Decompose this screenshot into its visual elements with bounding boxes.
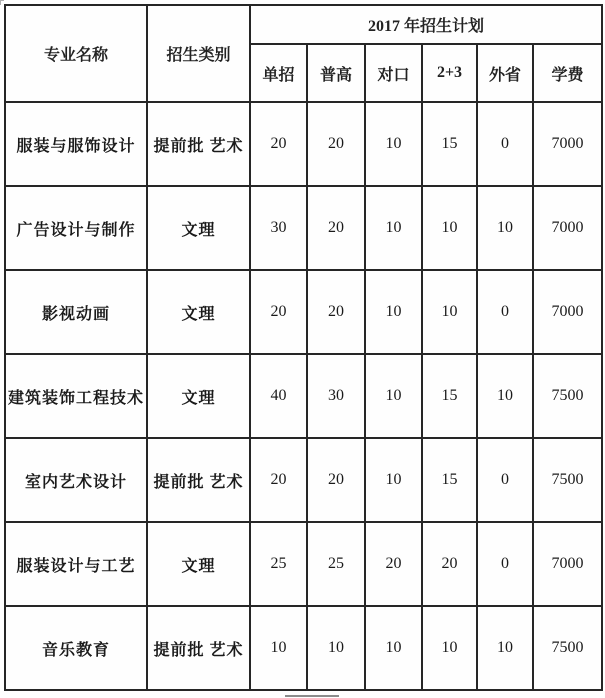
value-cell: 10	[477, 186, 533, 270]
major-name-cell: 影视动画	[5, 270, 147, 354]
value-cell: 20	[307, 102, 365, 186]
value-cell: 10	[477, 354, 533, 438]
table-row	[5, 522, 602, 606]
value-cell: 10	[422, 606, 477, 690]
value-cell: 0	[477, 438, 533, 522]
value-cell: 20	[422, 522, 477, 606]
table-row	[5, 354, 602, 438]
value-cell: 30	[307, 354, 365, 438]
major-name-cell: 音乐教育	[5, 606, 147, 690]
table-row	[5, 438, 602, 522]
value-cell: 20	[365, 522, 422, 606]
value-cell: 10	[365, 354, 422, 438]
col-header-2plus3: 2+3	[422, 44, 477, 102]
value-cell: 20	[250, 438, 307, 522]
col-header-counterpart: 对口	[365, 44, 422, 102]
value-cell: 20	[307, 270, 365, 354]
value-cell: 10	[422, 270, 477, 354]
table-row	[5, 270, 602, 354]
tuition-cell: 7500	[533, 354, 602, 438]
value-cell: 30	[250, 186, 307, 270]
value-cell: 10	[365, 102, 422, 186]
value-cell: 25	[250, 522, 307, 606]
value-cell: 25	[307, 522, 365, 606]
col-header-category: 招生类别	[147, 5, 250, 102]
value-cell: 20	[307, 186, 365, 270]
category-cell: 文理	[147, 354, 250, 438]
col-header-general-high: 普高	[307, 44, 365, 102]
major-name-cell: 室内艺术设计	[5, 438, 147, 522]
major-name-cell: 服装与服饰设计	[5, 102, 147, 186]
value-cell: 20	[307, 438, 365, 522]
col-header-single-recruit: 单招	[250, 44, 307, 102]
major-name-cell: 建筑装饰工程技术	[5, 354, 147, 438]
value-cell: 10	[422, 186, 477, 270]
category-cell: 文理	[147, 270, 250, 354]
value-cell: 15	[422, 438, 477, 522]
enrollment-plan-table	[4, 4, 603, 691]
category-cell: 文理	[147, 522, 250, 606]
tuition-cell: 7500	[533, 606, 602, 690]
category-cell: 提前批 艺术	[147, 606, 250, 690]
col-header-tuition: 学费	[533, 44, 602, 102]
value-cell: 15	[422, 102, 477, 186]
value-cell: 15	[422, 354, 477, 438]
category-cell: 文理	[147, 186, 250, 270]
value-cell: 10	[365, 606, 422, 690]
tuition-cell: 7500	[533, 438, 602, 522]
tuition-cell: 7000	[533, 522, 602, 606]
value-cell: 40	[250, 354, 307, 438]
value-cell: 10	[250, 606, 307, 690]
major-name-cell: 服装设计与工艺	[5, 522, 147, 606]
value-cell: 10	[365, 270, 422, 354]
value-cell: 0	[477, 270, 533, 354]
value-cell: 20	[250, 102, 307, 186]
table-row	[5, 606, 602, 690]
col-header-out-of-province: 外省	[477, 44, 533, 102]
value-cell: 10	[477, 606, 533, 690]
major-name-cell: 广告设计与制作	[5, 186, 147, 270]
value-cell: 0	[477, 522, 533, 606]
value-cell: 10	[365, 438, 422, 522]
col-header-major: 专业名称	[5, 5, 147, 102]
value-cell: 20	[250, 270, 307, 354]
table-row	[5, 186, 602, 270]
tuition-cell: 7000	[533, 102, 602, 186]
tuition-cell: 7000	[533, 186, 602, 270]
header-row-group	[5, 5, 602, 44]
category-cell: 提前批 艺术	[147, 102, 250, 186]
tuition-cell: 7000	[533, 270, 602, 354]
plan-group-header: 2017 年招生计划	[250, 5, 602, 44]
value-cell: 10	[307, 606, 365, 690]
category-cell: 提前批 艺术	[147, 438, 250, 522]
horizontal-scrollbar-thumb[interactable]	[285, 695, 339, 697]
value-cell: 0	[477, 102, 533, 186]
value-cell: 10	[365, 186, 422, 270]
table-row	[5, 102, 602, 186]
